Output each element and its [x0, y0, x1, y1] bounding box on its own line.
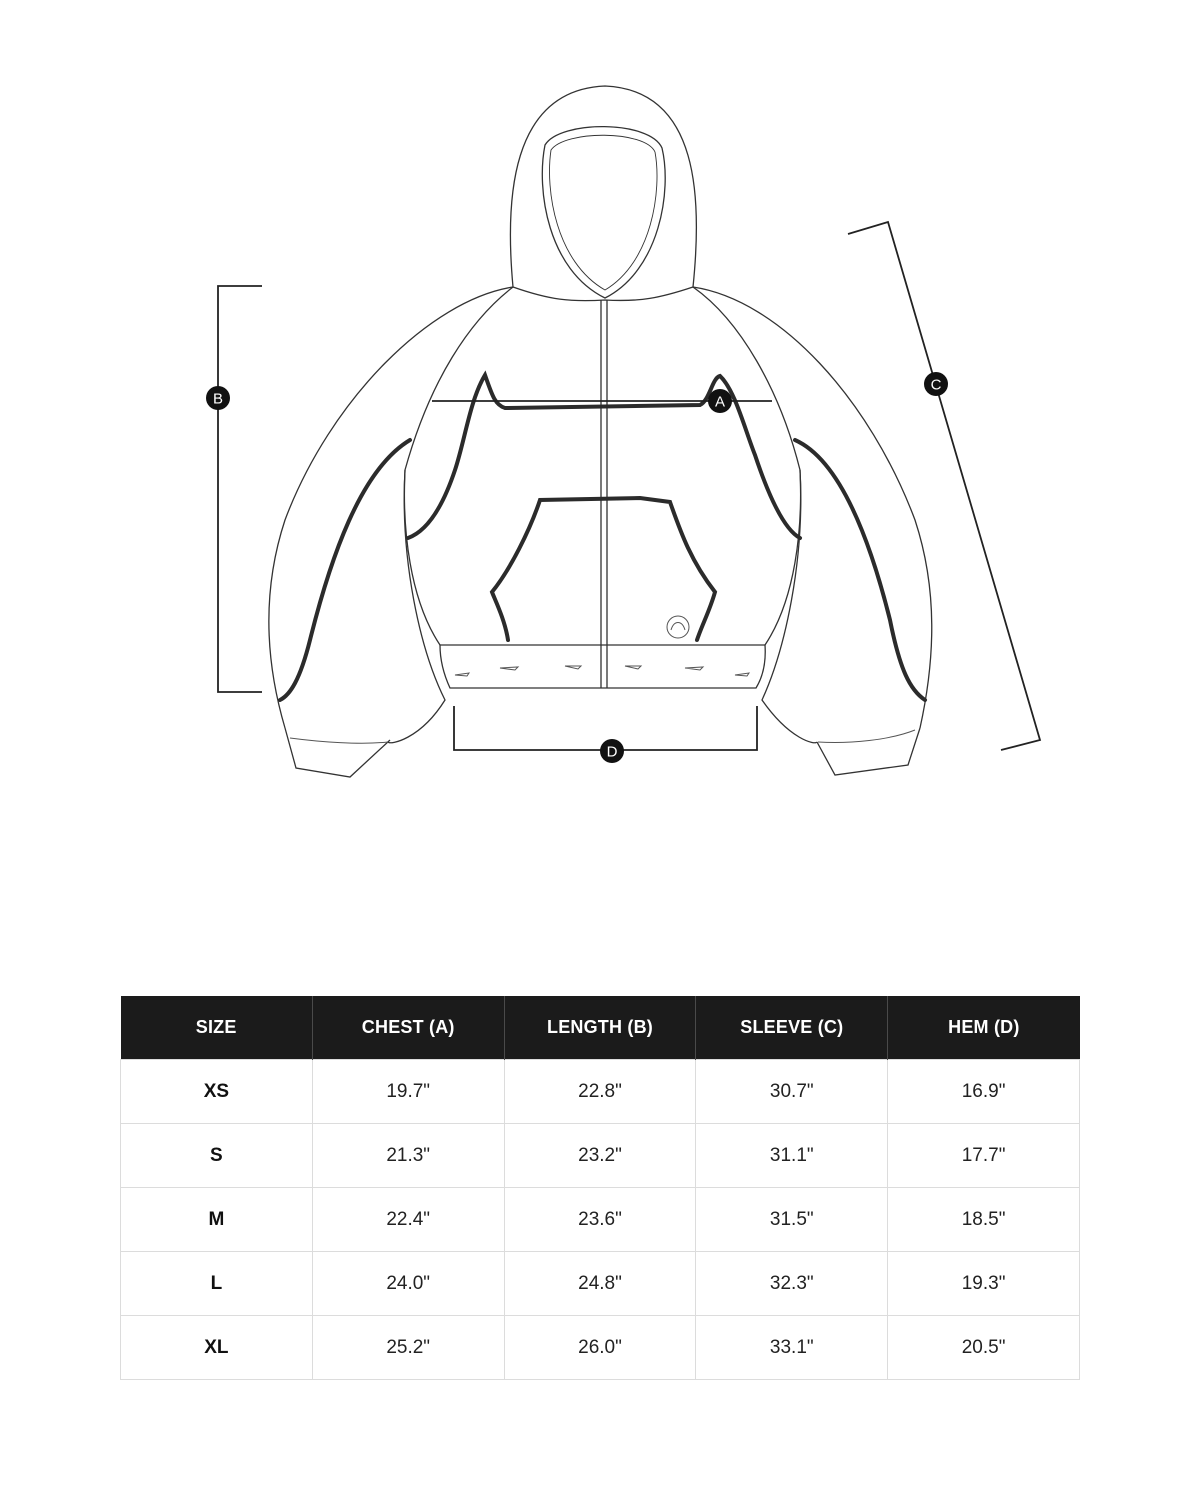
chest-cell: 21.3": [312, 1124, 504, 1188]
size-cell: M: [121, 1188, 313, 1252]
size-cell: S: [121, 1124, 313, 1188]
table-header-row: [121, 996, 1080, 1060]
sleeve-cell: 32.3": [696, 1252, 888, 1316]
chest-cell: 25.2": [312, 1316, 504, 1380]
sleeve-cell: 30.7": [696, 1060, 888, 1124]
hoodie-outline: [269, 86, 932, 777]
chest-cell: 24.0": [312, 1252, 504, 1316]
label-a: [708, 389, 732, 413]
chest-cell: 19.7": [312, 1060, 504, 1124]
table-row: [121, 1316, 1080, 1380]
hem-cell: 18.5": [888, 1188, 1080, 1252]
brand-logo-icon: [667, 616, 689, 638]
header-hem: HEM (D): [888, 996, 1080, 1060]
length-cell: 24.8": [504, 1252, 696, 1316]
label-b: [206, 386, 230, 410]
label-c: [924, 372, 948, 396]
table-row: [121, 1188, 1080, 1252]
hem-cell: 17.7": [888, 1124, 1080, 1188]
label-d-text: D: [606, 743, 618, 761]
table-row: [121, 1252, 1080, 1316]
hem-cell: 16.9": [888, 1060, 1080, 1124]
label-a-text: A: [714, 393, 726, 411]
measurement-lines: [218, 222, 1040, 750]
size-cell: L: [121, 1252, 313, 1316]
hem-cell: 20.5": [888, 1316, 1080, 1380]
length-cell: 22.8": [504, 1060, 696, 1124]
length-cell: 23.2": [504, 1124, 696, 1188]
trim-lines: [280, 375, 925, 700]
sleeve-cell: 31.1": [696, 1124, 888, 1188]
header-length: LENGTH (B): [504, 996, 696, 1060]
table-row: [121, 1124, 1080, 1188]
size-cell: XS: [121, 1060, 313, 1124]
label-d: [600, 739, 624, 763]
sleeve-cell: 33.1": [696, 1316, 888, 1380]
table-row: [121, 1060, 1080, 1124]
hem-cell: 19.3": [888, 1252, 1080, 1316]
label-b-text: B: [212, 390, 224, 408]
length-cell: 23.6": [504, 1188, 696, 1252]
size-cell: XL: [121, 1316, 313, 1380]
size-chart-table: [120, 996, 1080, 1380]
label-c-text: C: [930, 376, 942, 394]
cuff-texture: [290, 666, 915, 743]
chest-cell: 22.4": [312, 1188, 504, 1252]
header-chest: CHEST (A): [312, 996, 504, 1060]
measurement-labels: [206, 372, 948, 763]
header-sleeve: SLEEVE (C): [696, 996, 888, 1060]
header-size: SIZE: [121, 996, 313, 1060]
sleeve-cell: 31.5": [696, 1188, 888, 1252]
length-cell: 26.0": [504, 1316, 696, 1380]
